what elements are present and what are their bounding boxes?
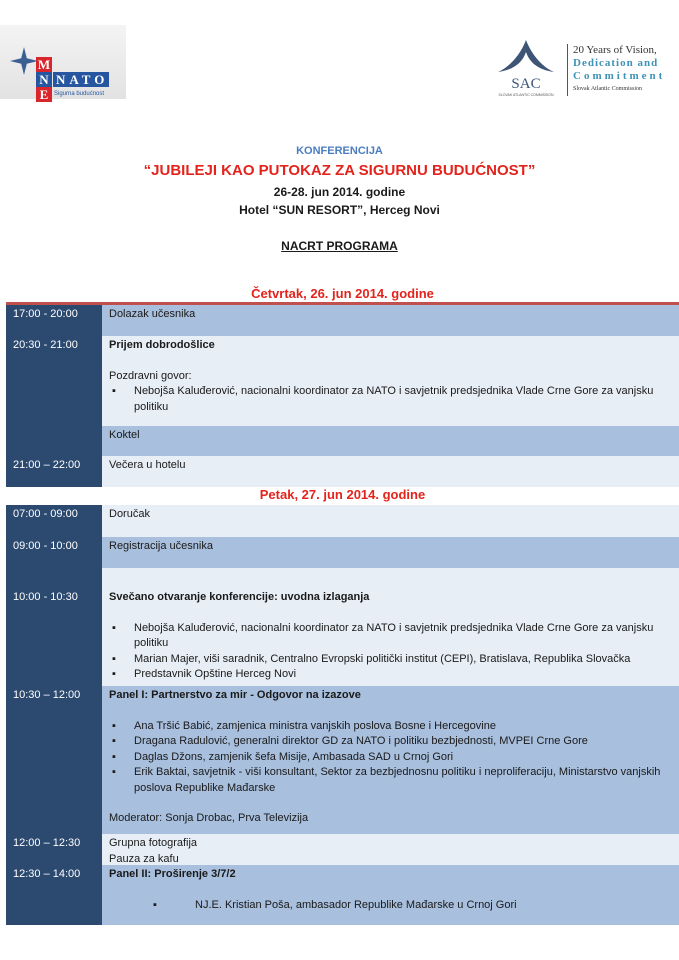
logo-letter-m: M [37, 57, 51, 72]
item-text: Dolazak učesnika [109, 308, 196, 320]
content-cell [102, 686, 679, 834]
moderator-note: Moderator: Sonja Drobac, Prva Televizija [109, 812, 309, 824]
speaker-text: Erik Baktai, savjetnik - viši konsultant, Sektor za bezbjednosnu politiku i neproliferaciju, Ministarstvo vanjskih poslova Republike Mađarske [134, 766, 661, 794]
mne-nato-logo [0, 25, 126, 102]
item-text: Registracija učesnika [109, 540, 213, 552]
schedule-row [6, 568, 679, 686]
content-cell [102, 537, 679, 568]
logo-nato: NATO [53, 72, 109, 87]
content-cell [102, 426, 679, 456]
bullet-icon: ▪ [112, 750, 116, 763]
time-cell: 12:00 – 12:30 [6, 834, 102, 865]
speaker-text: Nebojša Kaluđerović, nacionalni koordinator za NATO i savjetnik predsjednika Vlade Crne Gore za vanjsku politiku [134, 385, 654, 413]
speaker-item [109, 652, 679, 668]
time-cell: 12:30 – 14:00 [6, 865, 102, 925]
time-cell: 10:30 – 12:00 [6, 686, 102, 834]
day-heading: Petak, 27. jun 2014. godine [6, 487, 679, 502]
schedule-row [6, 505, 679, 537]
session-label: Pozdravni govor: [109, 369, 192, 382]
time-cell: 07:00 - 09:00 [6, 505, 102, 537]
speaker-item [109, 898, 679, 914]
time-cell: 17:00 - 20:00 [6, 305, 102, 336]
speaker-item [109, 765, 679, 796]
sac-mark-text: SAC [511, 76, 541, 92]
conference-dates: 26-28. jun 2014. godine [273, 185, 406, 199]
speaker-text: Marian Majer, viši saradnik, Centralno Evropski politički institut (CEPI), Bratislava, Republika Slovačka [134, 652, 631, 665]
logo-letter-e: E [36, 87, 52, 102]
content-cell [102, 305, 679, 336]
speaker-item [109, 719, 679, 735]
bullet-icon: ▪ [112, 766, 116, 778]
logo-letter-n: N [36, 72, 52, 87]
session-title: Panel I: Partnerstvo za mir - Odgovor na izazove [109, 689, 361, 701]
schedule-row [6, 456, 679, 487]
speaker-text: NJ.E. Kristian Poša, ambasador Republike Mađarske u Crnoj Gori [195, 898, 517, 911]
schedule-row [6, 865, 679, 925]
schedule-row [6, 834, 679, 865]
bullet-icon: ▪ [153, 898, 157, 911]
time-cell: 09:00 - 10:00 [6, 537, 102, 568]
sac-mark-caption: SLOVAK ATLANTIC COMMISSION [498, 93, 554, 97]
sac-tagline [567, 44, 665, 96]
conference-venue: Hotel “SUN RESORT”, Herceg Novi [239, 203, 440, 217]
sac-line-3: Commitment [573, 70, 666, 82]
compass-star-icon [10, 47, 38, 75]
item-text: Doručak [109, 508, 150, 520]
schedule-row [6, 537, 679, 568]
session-title: Svečano otvaranje konferencije: uvodna izlaganja [109, 591, 370, 603]
item-text: Koktel [109, 429, 140, 441]
sac-line-2: Dedication and [573, 57, 659, 69]
time-cell [6, 426, 102, 456]
content-cell [102, 456, 679, 487]
bullet-icon: ▪ [112, 652, 116, 665]
schedule-row [6, 336, 679, 426]
bullet-icon: ▪ [112, 668, 116, 680]
item-text: Večera u hotelu [109, 459, 186, 471]
session-title: Panel II: Proširenje 3/7/2 [109, 868, 236, 880]
speaker-item [109, 734, 679, 750]
speaker-text: Predstavnik Opštine Herceg Novi [134, 668, 297, 680]
bullet-icon: ▪ [112, 719, 116, 732]
speaker-text: Nebojša Kaluđerović, nacionalni koordinator za NATO i savjetnik predsjednika Vlade Crne Gore za vanjsku politiku [134, 621, 654, 649]
speaker-item [109, 667, 679, 683]
program-heading: NACRT PROGRAMA [281, 239, 398, 253]
speaker-item [109, 384, 679, 415]
bullet-icon: ▪ [112, 735, 116, 747]
time-cell: 10:00 - 10:30 [6, 568, 102, 686]
schedule-row [6, 305, 679, 336]
time-cell: 21:00 – 22:00 [6, 456, 102, 487]
schedule-row [6, 686, 679, 834]
content-cell [102, 336, 679, 426]
content-cell [102, 834, 679, 865]
time-cell: 20:30 - 21:00 [6, 336, 102, 426]
speaker-text: Ana Tršić Babić, zamjenica ministra vanjskih poslova Bosne i Hercegovine [134, 719, 496, 732]
logo-tagline: Sigurna budućnost [54, 91, 105, 97]
content-cell [102, 505, 679, 537]
speaker-text: Daglas Džons, zamjenik šefa Misije, Ambasada SAD u Crnoj Gori [134, 750, 454, 763]
schedule-row [6, 426, 679, 456]
speaker-item [109, 750, 679, 766]
content-cell [102, 568, 679, 686]
bullet-icon: ▪ [112, 621, 116, 634]
speaker-text: Dragana Radulović, generalni direktor GD za NATO i politiku bezbjednosti, MVPEI Crne Gore [134, 735, 588, 747]
day-heading: Četvrtak, 26. jun 2014. godine [6, 286, 679, 301]
bullet-icon: ▪ [112, 385, 116, 397]
item-text: Grupna fotografija [109, 837, 198, 849]
sac-line-4: Slovak Atlantic Commission [573, 86, 643, 92]
content-cell [102, 865, 679, 925]
speaker-item [109, 621, 679, 652]
item-text: Pauza za kafu [109, 852, 179, 865]
conference-kicker: KONFERENCIJA [296, 145, 383, 157]
session-title: Prijem dobrodošlice [109, 339, 215, 351]
sac-logo [494, 38, 558, 100]
sac-line-1: 20 Years of Vision, [573, 44, 657, 56]
conference-title: “JUBILEJI KAO PUTOKAZ ZA SIGURNU BUDUĆNOST” [143, 162, 536, 179]
